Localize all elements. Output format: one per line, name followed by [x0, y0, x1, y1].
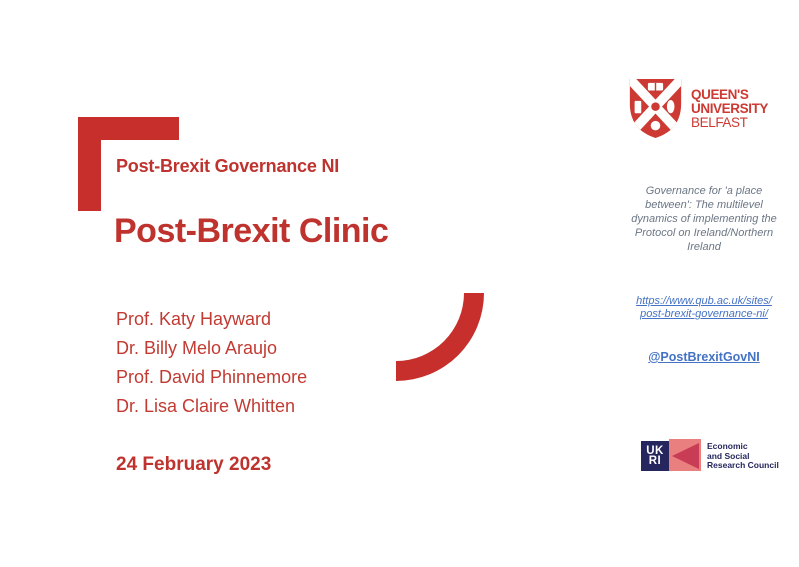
esrc-chevron-icon: [669, 439, 701, 471]
date-text: 24 February 2023: [116, 454, 272, 475]
author: Dr. Lisa Claire Whitten: [116, 396, 296, 416]
quarter-arc-shape: [396, 293, 485, 382]
qub-logo-text: [691, 88, 768, 130]
subtitle: Post-Brexit Governance NI: [116, 156, 340, 176]
qub-logo-line: BELFAST: [691, 114, 748, 130]
esrc-council-line: Research Council: [707, 460, 779, 470]
ukri-letters-bottom: RI: [648, 455, 662, 467]
project-description: Governance for 'a place between': The multilevel dynamics of implementing the Protocol on Ireland/Northern Ireland: [631, 185, 777, 253]
esrc-council-line: Economic: [707, 441, 748, 451]
qub-logo: [627, 77, 768, 140]
page-title: Post-Brexit Clinic: [114, 212, 389, 250]
ukri-letters-top: UK: [646, 444, 664, 457]
twitter-handle-link[interactable]: @PostBrexitGovNI: [648, 350, 760, 364]
website-link-line[interactable]: https://www.qub.ac.uk/sites/: [636, 295, 772, 307]
author: Prof. David Phinnemore: [116, 367, 308, 387]
author: Prof. Katy Hayward: [116, 309, 272, 329]
author-list: [116, 305, 307, 421]
qub-logo-line: UNIVERSITY: [691, 100, 769, 116]
website-link[interactable]: [628, 295, 780, 321]
esrc-council-line: and Social: [707, 450, 750, 461]
ukri-letters-icon: [641, 441, 669, 471]
website-link-line[interactable]: post-brexit-governance-ni/: [640, 308, 768, 320]
ukri-esrc-logo: [641, 439, 781, 473]
qub-logo-line: QUEEN'S: [691, 86, 749, 102]
author: Dr. Billy Melo Araujo: [116, 338, 278, 358]
qub-shield-icon: [627, 77, 684, 140]
esrc-council-name: [707, 442, 779, 471]
